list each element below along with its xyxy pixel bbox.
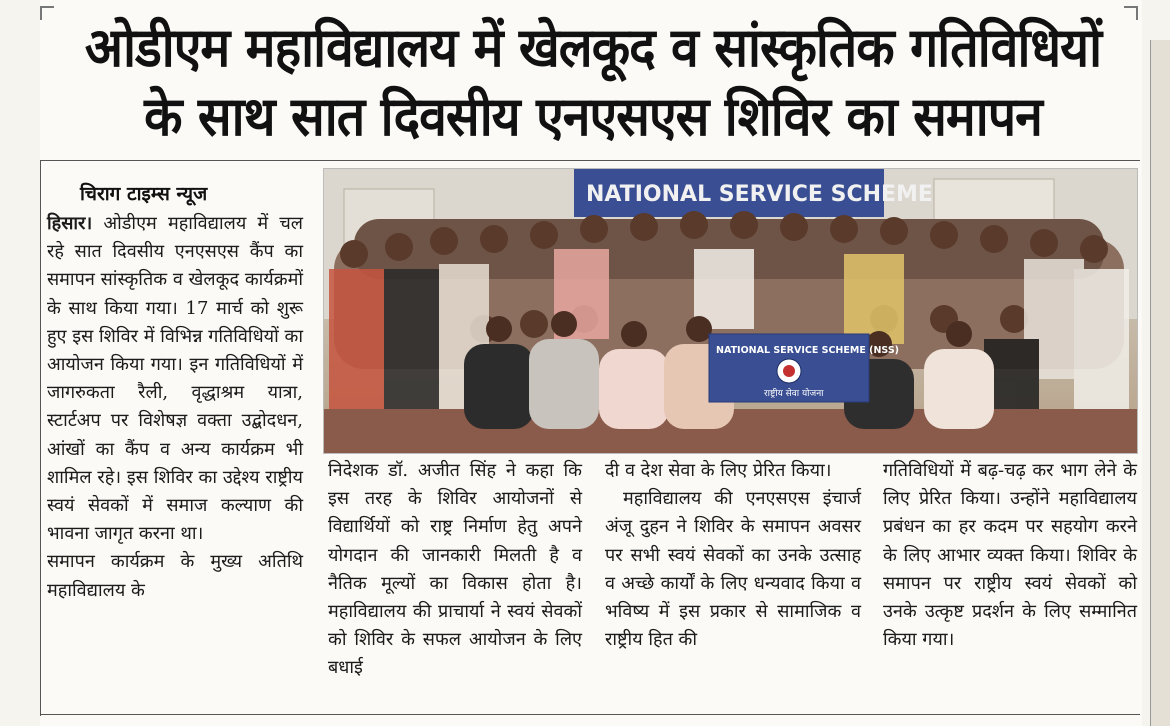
headline-line-1: ओडीएम महाविद्यालय में खेलकूद व सांस्कृतिक गतिविधियों bbox=[84, 16, 1102, 79]
headline-line-2: के साथ सात दिवसीय एनएसएस शिविर का समापन bbox=[144, 85, 1042, 148]
paragraph-4: दी व देश सेवा के लिए प्रेरित किया। bbox=[605, 460, 832, 481]
paragraph-6: गतिविधियों में बढ़-चढ़ कर भाग लेने के लिए प्रेरित किया। उन्होंने महाविद्यालय प्रबंधन का हर कदम पर सहयोग करने के लिए आभार व्यक्त किया। शिविर के समापन पर राष्ट्रीय स्वयं सेवकों को उनके उत्कृष्ट प्रदर्शन के लिए सम्मानित किया गया। bbox=[883, 460, 1137, 651]
banner-front-text: NATIONAL SERVICE SCHEME (NSS) bbox=[716, 345, 900, 356]
crop-mark-top-right bbox=[1124, 6, 1138, 20]
crop-mark-top-left bbox=[40, 6, 54, 20]
adjacent-page-edge bbox=[1150, 40, 1170, 726]
article-column-1 bbox=[47, 210, 303, 605]
headline bbox=[60, 13, 1126, 151]
rule-bottom bbox=[40, 714, 1140, 715]
paragraph-3: निदेशक डॉ. अजीत सिंह ने कहा कि इस तरह के शिविर आयोजनों से विद्यार्थियों को राष्ट्र निर्माण हेतु अपने योगदान की जानकारी मिलती है व नैतिक मूल्यों का विकास होता है। महाविद्यालय की प्राचार्या ने स्वयं सेवकों को शिविर के सफल आयोजन के लिए बधाई bbox=[328, 460, 582, 679]
article-column-3 bbox=[605, 457, 861, 654]
article-column-4 bbox=[883, 457, 1137, 654]
paragraph-5: महाविद्यालय की एनएसएस इंचार्ज अंजू दुहन ने शिविर के समापन अवसर पर सभी स्वयं सेवकों का उनके उत्साह व अच्छे कार्यों के लिए धन्यवाद किया व भविष्य में इस प्रकार से सामाजिक व राष्ट्रीय हित की bbox=[605, 488, 861, 651]
group-photo bbox=[323, 168, 1138, 454]
article-column-2 bbox=[328, 457, 582, 683]
rule-left bbox=[40, 160, 41, 716]
rule-top bbox=[40, 160, 1140, 161]
banner-back-text: NATIONAL SERVICE SCHEME bbox=[586, 182, 933, 207]
paragraph-2: समापन कार्यक्रम के मुख्य अतिथि महाविद्यालय के bbox=[47, 551, 303, 601]
paragraph-1-text: ओडीएम महाविद्यालय में चल रहे सात दिवसीय एनएसएस कैंप का समापन सांस्कृतिक व खेलकूद कार्यक्रमों के साथ किया गया। 17 मार्च को शुरू हुए इस शिविर में विभिन्न गतिविधियों का आयोजन किया गया। इन गतिविधियों में जागरुकता रैली, वृद्धाश्रम यात्रा, स्टार्टअप पर विशेषज्ञ वक्ता उद्बोदधन, आंखों का कैंप व अन्य कार्यक्रम भी शामिल रहे। इस शिविर का उद्देश्य राष्ट्रीय स्वयं सेवकों में समाज कल्याण की भावना जागृत करना था। bbox=[47, 213, 303, 545]
byline: चिराग टाइम्स न्यूज bbox=[80, 183, 208, 205]
group-photo-illustration bbox=[324, 169, 1137, 453]
paragraph-1 bbox=[47, 210, 303, 548]
banner-front-subtext: राष्ट्रीय सेवा योजना bbox=[764, 389, 824, 399]
dateline: हिसार। bbox=[47, 213, 93, 234]
